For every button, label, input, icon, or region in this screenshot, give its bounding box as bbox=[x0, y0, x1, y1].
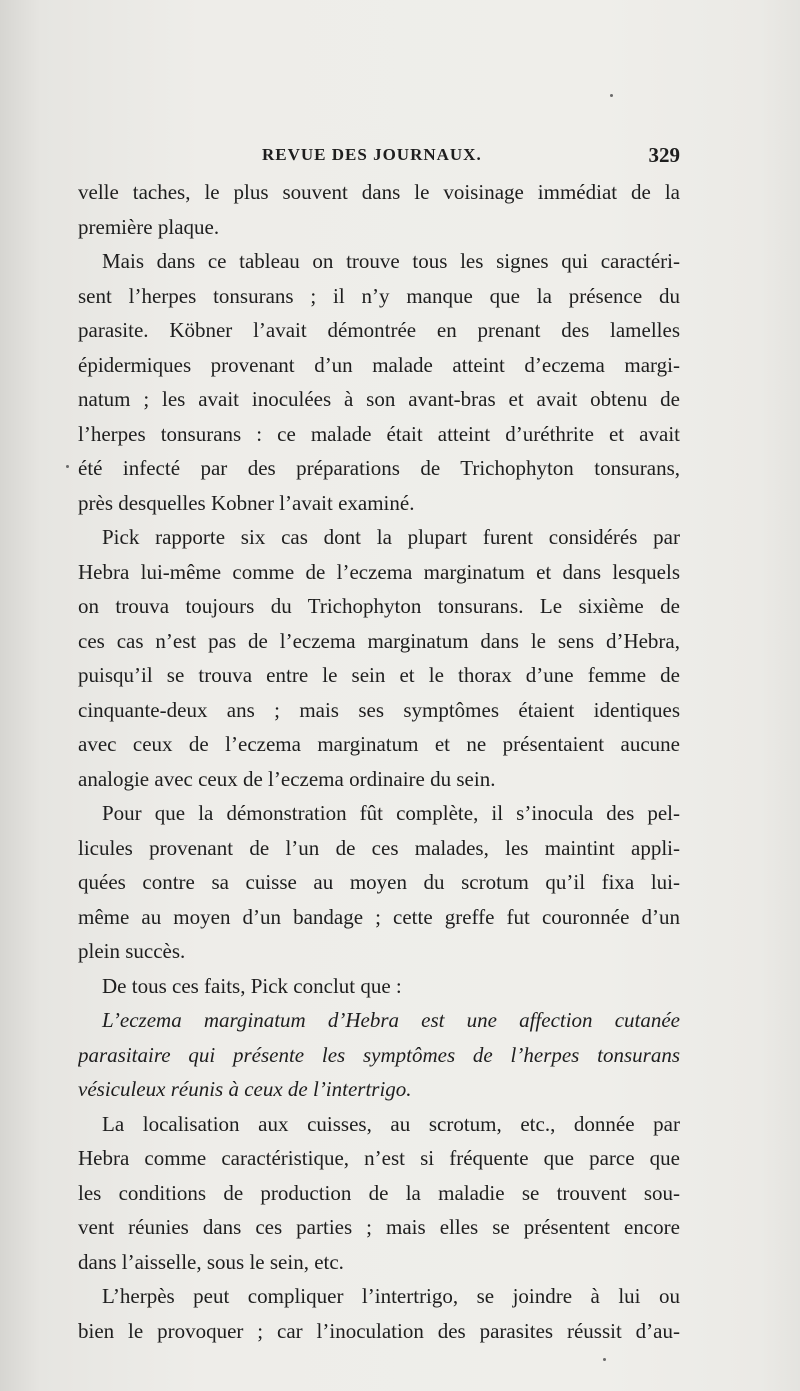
text-line: quées contre sa cuisse au moyen du scrotum qu’il fixa lui- bbox=[78, 870, 680, 894]
speck-mark bbox=[610, 94, 613, 97]
text-line: Hebra comme caractéristique, n’est si fréquente que parce que bbox=[78, 1146, 680, 1170]
text-line: les conditions de production de la maladie se trouvent sou- bbox=[78, 1180, 680, 1205]
text-line: près desquelles Kobner l’avait examiné. bbox=[78, 490, 415, 515]
page-header bbox=[78, 143, 680, 173]
text-line: première plaque. bbox=[78, 214, 220, 239]
text-line: Pick rapporte six cas dont la plupart furent considérés par bbox=[102, 525, 680, 549]
speck-mark bbox=[66, 465, 69, 468]
text-line: sent l’herpes tonsurans ; il n’y manque que la présence du bbox=[78, 283, 680, 308]
text-line: même au moyen d’un bandage ; cette greffe fut couronnée d’un bbox=[78, 904, 680, 929]
text-line: vent réunies dans ces parties ; mais elles se présentent encore bbox=[78, 1215, 680, 1239]
speck-mark bbox=[603, 1358, 606, 1361]
text-line: épidermiques provenant d’un malade atteint d’eczema margi- bbox=[78, 352, 680, 377]
text-line: natum ; les avait inoculées à son avant-bras et avait obtenu de bbox=[78, 387, 680, 411]
text-line: Mais dans ce tableau on trouve tous les signes qui caractéri- bbox=[102, 249, 680, 273]
text-line: dans l’aisselle, sous le sein, etc. bbox=[78, 1249, 344, 1274]
text-line: licules provenant de l’un de ces malades, les maintint appli- bbox=[78, 835, 680, 860]
text-line: parasite. Köbner l’avait démontrée en prenant des lamelles bbox=[78, 318, 680, 342]
italic-text-line: vésiculeux réunis à ceux de l’intertrigo. bbox=[78, 1077, 412, 1101]
text-line: analogie avec ceux de l’eczema ordinaire du sein. bbox=[78, 766, 496, 791]
italic-text-line: parasitaire qui présente les symptômes de l’herpes tonsurans bbox=[78, 1042, 680, 1067]
running-head: REVUE DES JOURNAUX. bbox=[262, 145, 482, 164]
page-number: 329 bbox=[648, 143, 680, 167]
text-line: Pour que la démonstration fût complète, il s’inocula des pel- bbox=[102, 801, 680, 825]
text-line: L’herpès peut compliquer l’intertrigo, se joindre à lui ou bbox=[102, 1284, 680, 1308]
body-text bbox=[78, 175, 680, 1348]
text-line: plein succès. bbox=[78, 939, 186, 963]
text-line: La localisation aux cuisses, au scrotum, etc., donnée par bbox=[102, 1111, 680, 1136]
text-line: cinquante-deux ans ; mais ses symptômes étaient identiques bbox=[78, 697, 680, 722]
text-line: avec ceux de l’eczema marginatum et ne présentaient aucune bbox=[78, 732, 680, 756]
text-line: on trouva toujours du Trichophyton tonsurans. Le sixième de bbox=[78, 594, 680, 618]
italic-text-line: L’eczema marginatum d’Hebra est une affection cutanée bbox=[102, 1008, 680, 1032]
text-line: velle taches, le plus souvent dans le voisinage immédiat de la bbox=[78, 180, 680, 204]
text-line: puisqu’il se trouva entre le sein et le thorax d’une femme de bbox=[78, 663, 680, 687]
text-line: Hebra lui-même comme de l’eczema marginatum et dans lesquels bbox=[78, 559, 680, 584]
text-line: bien le provoquer ; car l’inoculation des parasites réussit d’au- bbox=[78, 1318, 680, 1343]
text-line: ces cas n’est pas de l’eczema marginatum dans le sens d’Hebra, bbox=[78, 628, 680, 653]
text-line: été infecté par des préparations de Trichophyton tonsurans, bbox=[78, 456, 680, 480]
text-line: De tous ces faits, Pick conclut que : bbox=[102, 973, 402, 998]
text-line: l’herpes tonsurans : ce malade était atteint d’uréthrite et avait bbox=[78, 421, 680, 446]
